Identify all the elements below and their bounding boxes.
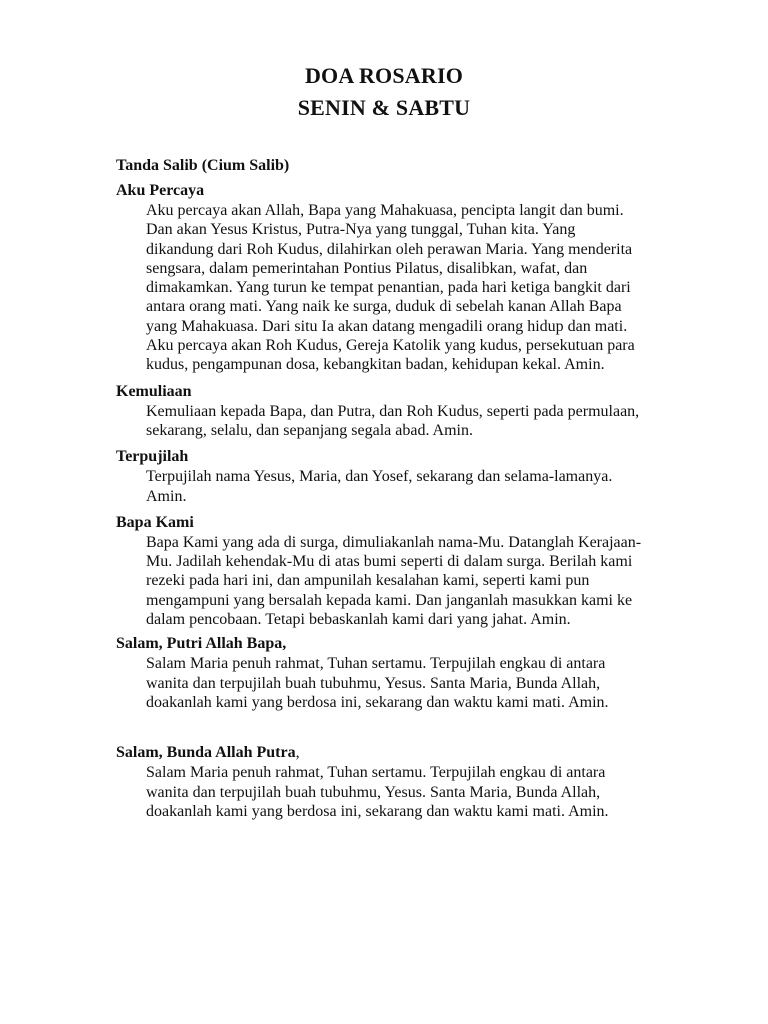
document-subtitle: SENIN & SABTU [297, 95, 471, 120]
heading-trail: , [295, 744, 300, 762]
section-kemuliaan [116, 381, 676, 441]
prayer-text: Bapa Kami yang ada di surga, dimuliakanlah nama-Mu. Datanglah Kerajaan-Mu. Jadilah kehendak-Mu di atas bumi seperti di dalam surga. Berilah kami rezeki pada hari ini, dan ampunilah kesalahan kami, seperti kami pun mengampuni yang bersalah kepada kami. Dan janganlah masukkan kami ke dalam pencobaan. Tetapi bebaskanlah kami dari yang jahat. Amin. [146, 533, 642, 629]
prayer-text: Aku percaya akan Allah, Bapa yang Mahakuasa, pencipta langit dan bumi. Dan akan Yesus Kristus, Putra-Nya yang tunggal, Tuhan kita. Yang dikandung dari Roh Kudus, dilahirkan oleh perawan Maria. Yang menderita sengsara, dalam pemerintahan Pontius Pilatus, disalibkan, wafat, dan dimakamkan. Yang turun ke tempat penantian, pada hari ketiga bangkit dari antara orang mati. Yang naik ke surga, duduk di sebelah kanan Allah Bapa yang Mahakuasa. Dari situ Ia akan datang mengadili orang hidup dan mati. Aku percaya akan Roh Kudus, Gereja Katolik yang kudus, persekutuan para kudus, pengampunan dosa, kebangkitan badan, kehidupan kekal. Amin. [146, 202, 635, 374]
section-heading: Salam, Putri Allah Bapa, [116, 635, 287, 653]
document-title: DOA ROSARIO [304, 63, 464, 88]
section-heading: Kemuliaan [116, 382, 192, 400]
section-salam-bunda [116, 742, 676, 821]
heading-text: Salam, Bunda Allah Putra [116, 744, 296, 762]
section-bapa-kami [116, 512, 676, 629]
section-heading: Terpujilah [116, 448, 189, 466]
section-heading [116, 742, 676, 763]
section-heading: Aku Percaya [116, 182, 205, 199]
prayer-text: Salam Maria penuh rahmat, Tuhan sertamu. Terpujilah engkau di antara wanita dan terpujilah buah tubuhmu, Yesus. Santa Maria, Bunda Allah, doakanlah kami yang berdosa ini, sekarang dan waktu kami mati. Amin. [146, 655, 609, 711]
section-heading: Bapa Kami [116, 513, 194, 531]
section-salam-putri [116, 633, 676, 712]
prayer-text: Kemuliaan kepada Bapa, dan Putra, dan Roh Kudus, seperti pada permulaan, sekarang, selalu, dan sepanjang segala abad. Amin. [146, 402, 640, 439]
section-heading: Tanda Salib (Cium Salib) [116, 157, 290, 174]
prayer-text: Terpujilah nama Yesus, Maria, dan Yosef, sekarang dan selama-lamanya. Amin. [146, 468, 613, 505]
prayer-list [116, 155, 676, 821]
title-block [0, 60, 768, 124]
prayer-text: Salam Maria penuh rahmat, Tuhan sertamu. Terpujilah engkau di antara wanita dan terpujilah buah tubuhmu, Yesus. Santa Maria, Bunda Allah, doakanlah kami yang berdosa ini, sekarang dan waktu kami mati. Amin. [146, 764, 609, 820]
section-aku-percaya [116, 180, 676, 375]
section-tanda-salib [116, 155, 676, 176]
section-terpujilah [116, 446, 676, 506]
